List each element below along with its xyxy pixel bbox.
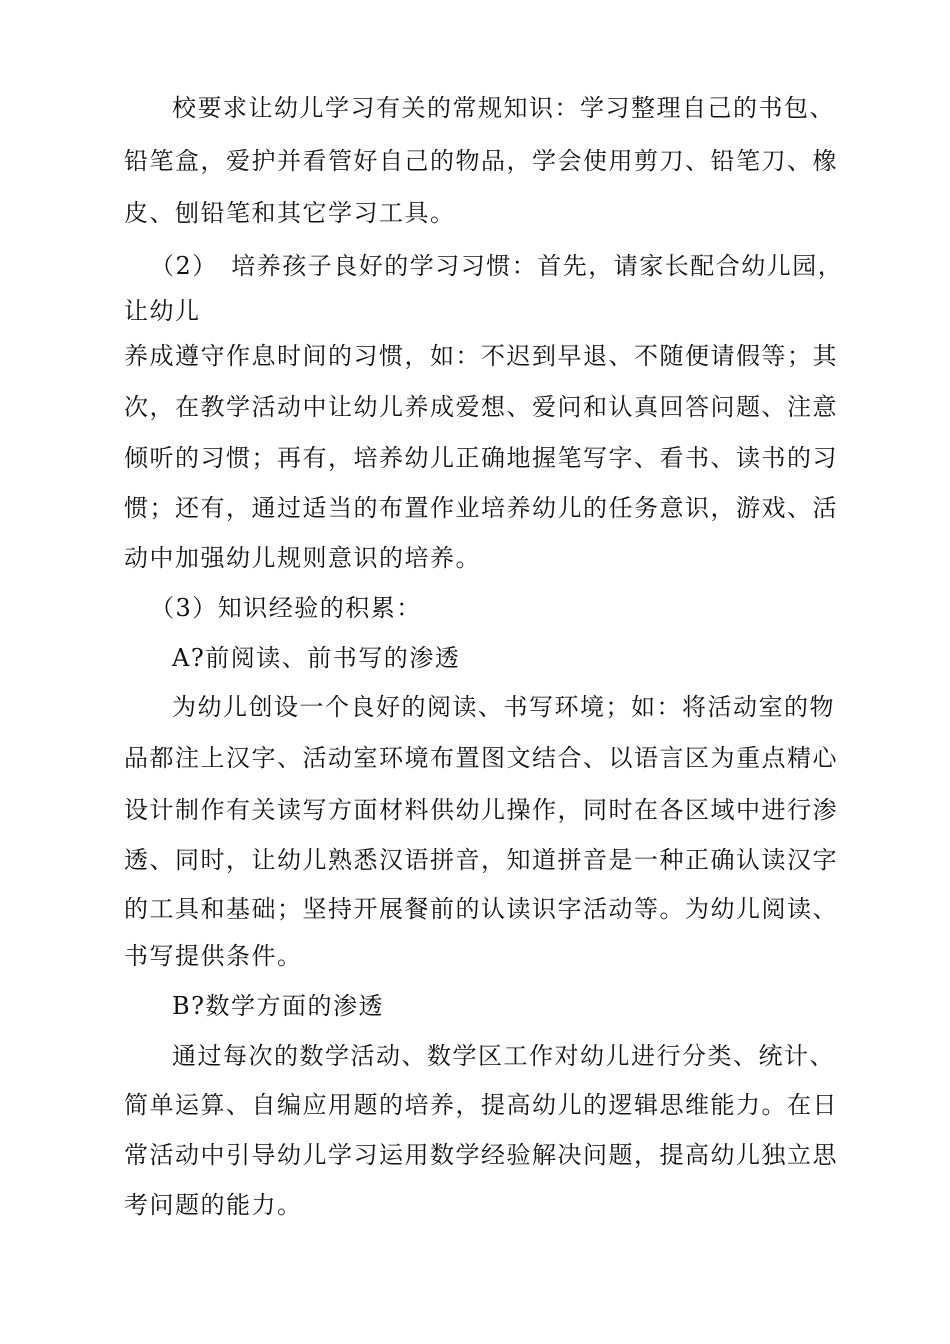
text-line: 通过每次的数学活动、数学区工作对幼儿进行分类、统计、 xyxy=(172,1042,835,1070)
section-heading: B?数学方面的渗透 xyxy=(172,992,385,1020)
text-line: 养成遵守作息时间的习惯，如：不迟到早退、不随便请假等；其 xyxy=(124,342,838,370)
text-line: 惯；还有，通过适当的布置作业培养幼儿的任务意识，游戏、活 xyxy=(124,494,838,522)
text-line: 考问题的能力。 xyxy=(124,1191,303,1219)
text-line: （3）知识经验的积累： xyxy=(150,594,422,622)
text-line: 的工具和基础；坚持开展餐前的认读识字活动等。为幼儿阅读、 xyxy=(124,895,838,923)
text-line: 书写提供条件。 xyxy=(124,942,303,970)
text-line: 动中加强幼儿规则意识的培养。 xyxy=(124,544,481,572)
text-line: 品都注上汉字、活动室环境布置图文结合、以语言区为重点精心 xyxy=(124,744,838,772)
section-heading: A?前阅读、前书写的渗透 xyxy=(172,644,461,672)
text-line: 为幼儿创设一个良好的阅读、书写环境；如：将活动室的物 xyxy=(172,693,835,721)
text-line: 次，在教学活动中让幼儿养成爱想、爱问和认真回答问题、注意 xyxy=(124,393,838,421)
text-line: 倾听的习惯；再有，培养幼儿正确地握笔写字、看书、读书的习 xyxy=(124,444,838,472)
text-line: 透、同时，让幼儿熟悉汉语拼音，知道拼音是一种正确认读汉字 xyxy=(124,846,838,874)
text-line: 铅笔盒，爱护并看管好自己的物品，学会使用剪刀、铅笔刀、橡 xyxy=(124,147,838,175)
text-line: （2） 培养孩子良好的学习习惯：首先，请家长配合幼儿园， xyxy=(150,252,844,280)
text-line: 让幼儿 xyxy=(124,297,201,325)
text-line: 常活动中引导幼儿学习运用数学经验解决问题，提高幼儿独立思 xyxy=(124,1141,838,1169)
text-line: 设计制作有关读写方面材料供幼儿操作，同时在各区域中进行渗 xyxy=(124,796,838,824)
text-line: 校要求让幼儿学习有关的常规知识：学习整理自己的书包、 xyxy=(172,94,835,122)
text-line: 皮、刨铅笔和其它学习工具。 xyxy=(124,199,456,227)
text-line: 简单运算、自编应用题的培养，提高幼儿的逻辑思维能力。在日 xyxy=(124,1091,838,1119)
